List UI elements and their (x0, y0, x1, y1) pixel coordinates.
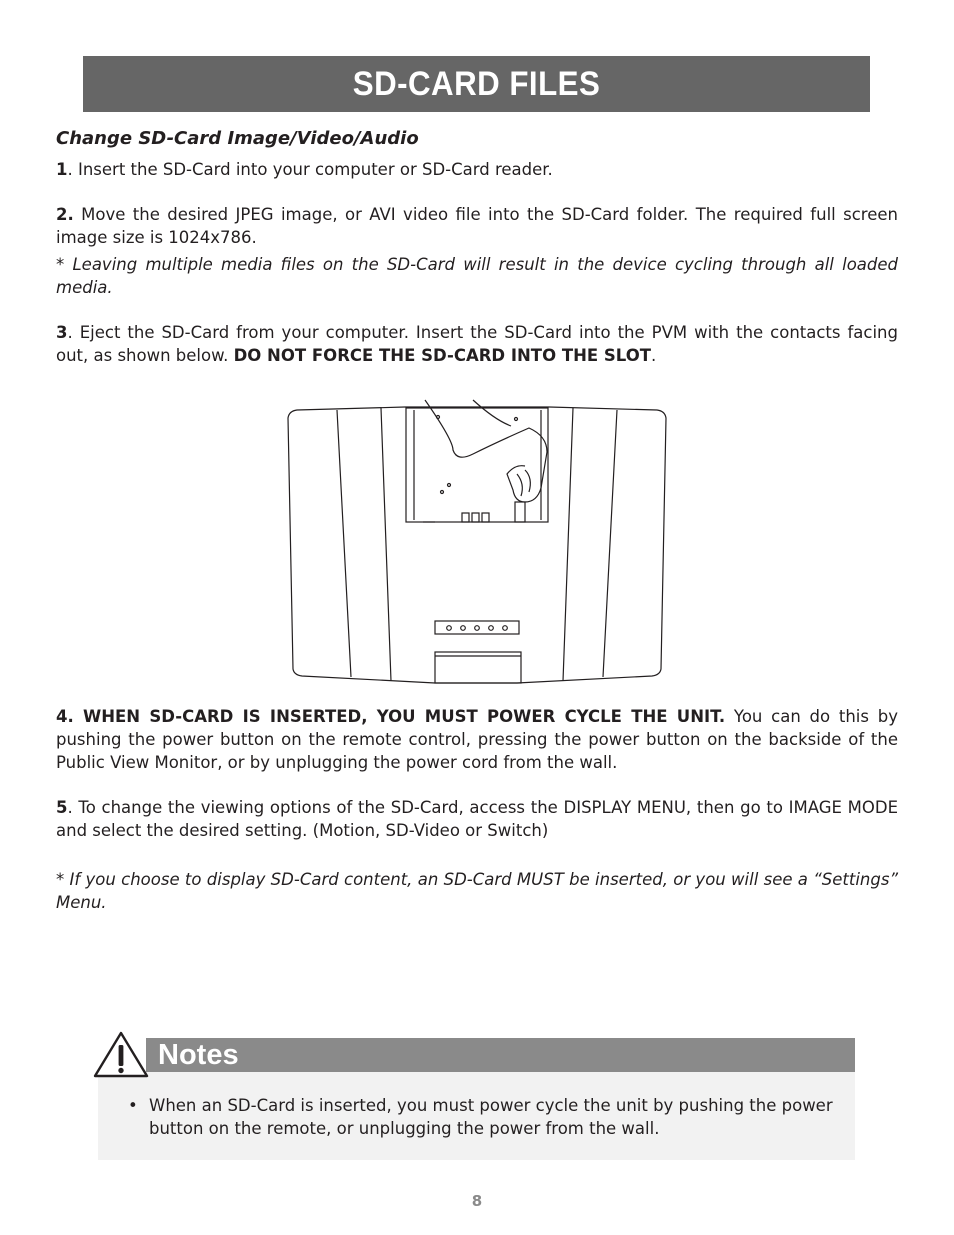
section-subheading: Change SD-Card Image/Video/Audio (56, 128, 419, 149)
vent (435, 652, 521, 683)
step-5-text: . To change the viewing options of the SD-Card, access the DISPLAY MENU, then go to IMAGE MODE and select the desired setting. (Motion, SD-Video or Switch) (56, 798, 898, 840)
sd-card (515, 502, 525, 522)
step-2 (56, 203, 898, 249)
step-3-text: . Eject the SD-Card from your computer. Insert the SD-Card into the PVM with the contacts facing out, as shown below. (56, 323, 898, 365)
notes-header (146, 1038, 855, 1072)
sd-card-insertion-illustration (285, 392, 669, 688)
monitor-outline (288, 407, 666, 683)
step-4-text: You can do this by pushing the power button on the remote control, pressing the power button on the backside of the Public View Monitor, or by unplugging the power cord from the wall. (56, 707, 898, 772)
step-3-number: 3 (56, 323, 68, 342)
notes-list (128, 1094, 838, 1140)
notes-item (128, 1094, 838, 1140)
step-4 (56, 705, 898, 774)
page-title: SD-CARD FILES (352, 64, 601, 103)
title-banner (83, 56, 870, 112)
step-3-warning: DO NOT FORCE THE SD-CARD INTO THE SLOT (233, 346, 652, 365)
steps-4-5 (56, 705, 898, 914)
page-number: 8 (471, 1192, 483, 1210)
step-1 (56, 158, 898, 181)
step-5 (56, 796, 898, 842)
warning-triangle-icon (93, 1030, 149, 1078)
step-5-number: 5 (56, 798, 68, 817)
notes-title: Notes (158, 1039, 239, 1071)
connector (462, 513, 469, 522)
recess (406, 408, 548, 522)
right-panel (563, 408, 617, 681)
final-note: * If you choose to display SD-Card content, an SD-Card MUST be inserted, or you will see a “Settings” Menu. (56, 870, 898, 912)
step-3-end: . (651, 346, 657, 365)
notes-item-text: When an SD-Card is inserted, you must power cycle the unit by pushing the power button on the remote, or unplugging the power from the wall. (149, 1096, 833, 1138)
control-strip (435, 621, 519, 634)
step-2-number: 2. (56, 205, 74, 224)
step-4-warning: 4. WHEN SD-CARD IS INSERTED, YOU MUST POWER CYCLE THE UNIT. (56, 707, 726, 726)
step-2-text: Move the desired JPEG image, or AVI video file into the SD-Card folder. The required full screen image size is 1024x786. (56, 205, 898, 247)
step-1-text: . Insert the SD-Card into your computer or SD-Card reader. (67, 160, 553, 179)
step-1-number: 1 (56, 160, 68, 179)
bullet: • (128, 1096, 138, 1115)
instructions (56, 126, 898, 367)
left-panel (337, 408, 391, 681)
step-3 (56, 321, 898, 367)
step-2-note: * Leaving multiple media files on the SD-Card will result in the device cycling through all loaded media. (56, 255, 898, 297)
hand (425, 400, 547, 502)
